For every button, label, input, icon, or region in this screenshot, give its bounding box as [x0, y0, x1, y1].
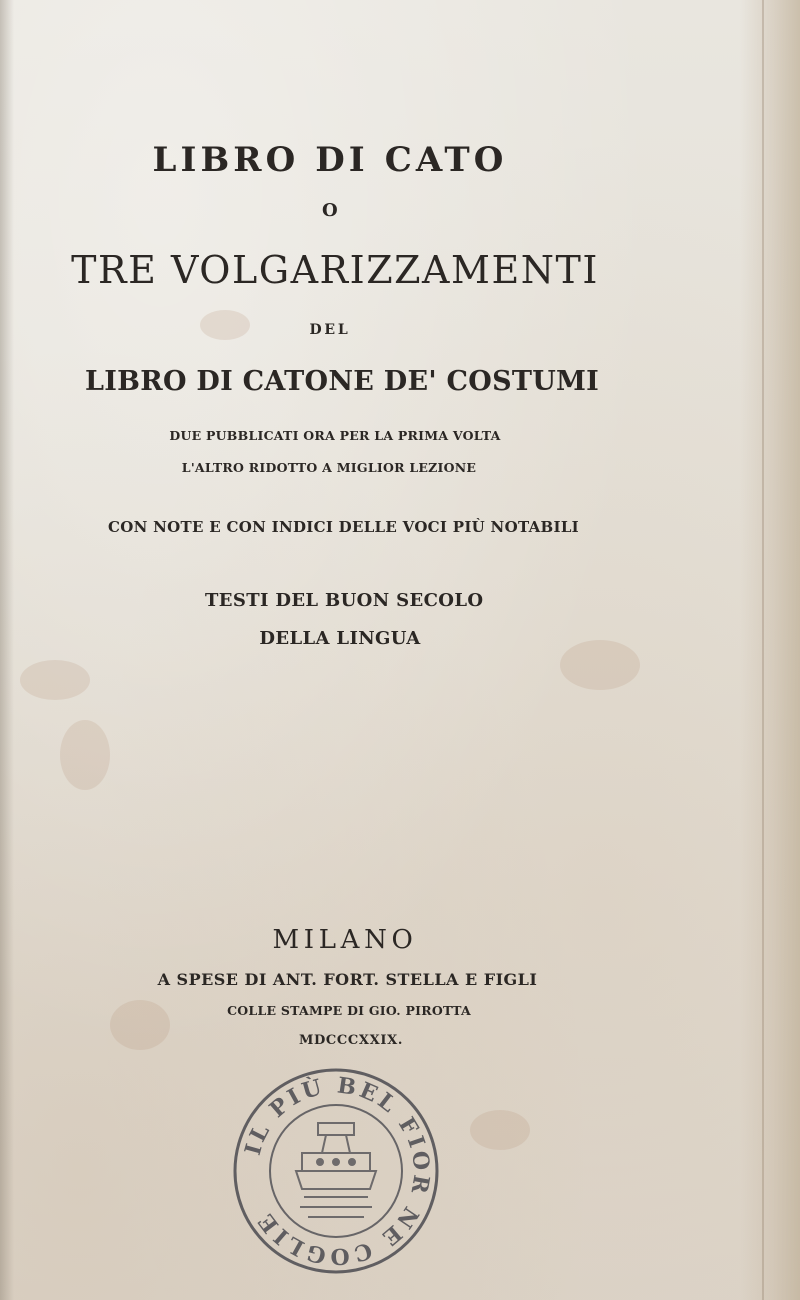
foxing-spot	[200, 310, 250, 340]
imprint-publisher: A SPESE DI ANT. FORT. STELLA E FIGLI	[157, 970, 538, 989]
notes-line: CON NOTE E CON INDICI DELLE VOCI PIÙ NOTABILI	[108, 518, 579, 536]
foxing-spot	[110, 1000, 170, 1050]
title-conjunction: O	[321, 200, 339, 221]
imprint-year: MDCCCXXIX.	[298, 1033, 404, 1048]
series-line-2: DELLA LINGUA	[259, 628, 421, 649]
page-fold-shadow	[0, 0, 14, 1300]
page-edge-line	[762, 0, 764, 1300]
foxing-spot	[470, 1110, 530, 1150]
page-edge	[740, 0, 800, 1300]
title-line-1: LIBRO DI CATO	[152, 140, 508, 180]
foxing-spot	[20, 660, 90, 700]
stamp-emblem	[296, 1123, 376, 1217]
series-line-1: TESTI DEL BUON SECOLO	[205, 590, 484, 611]
title-line-2: TRE VOLGARIZZAMENTI	[71, 248, 599, 292]
foxing-spot	[560, 640, 640, 690]
imprint-city: MILANO	[272, 925, 418, 955]
title-preposition: DEL	[309, 322, 351, 338]
subtitle-line-2: L'ALTRO RIDOTTO A MIGLIOR LEZIONE	[181, 460, 477, 475]
title-line-3: LIBRO DI CATONE DE' COSTUMI	[85, 366, 600, 397]
stamp-motto: IL PIÙ BEL FIOR NE COGLIE	[239, 1072, 435, 1270]
imprint-printer: COLLE STAMPE DI GIO. PIROTTA	[227, 1003, 471, 1018]
library-stamp	[230, 1065, 442, 1277]
subtitle-line-1: DUE PUBBLICATI ORA PER LA PRIMA VOLTA	[169, 428, 501, 443]
foxing-spot	[60, 720, 110, 790]
